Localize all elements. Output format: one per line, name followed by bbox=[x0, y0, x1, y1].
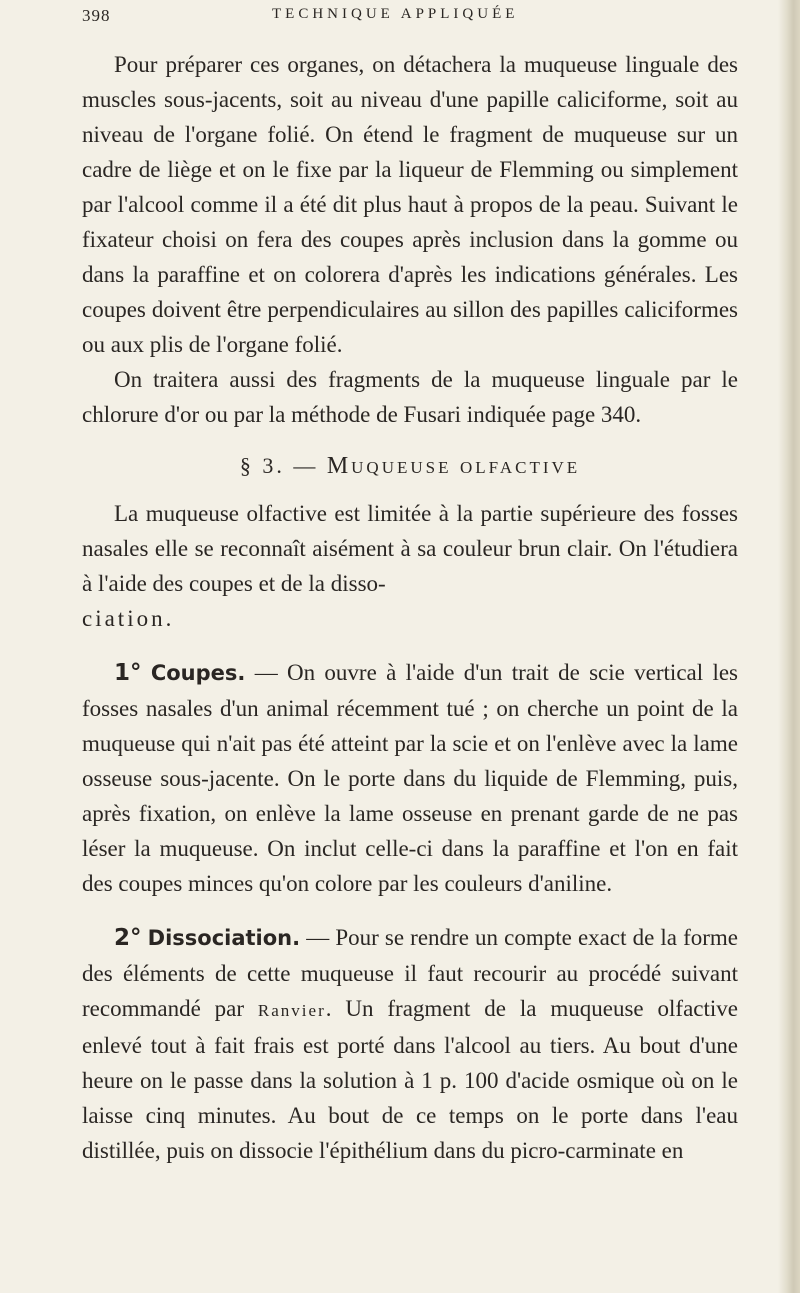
dissociation-heading: Dissociation. bbox=[147, 926, 301, 950]
section-dash: — bbox=[293, 453, 319, 478]
coupes-heading: Coupes. bbox=[150, 661, 246, 685]
running-header bbox=[82, 6, 738, 30]
paragraph-gap bbox=[82, 901, 738, 920]
dissociation-number: 2° bbox=[114, 925, 142, 951]
section-title-rest: UQUEUSE bbox=[351, 458, 452, 477]
coupes-number: 1° bbox=[114, 660, 142, 686]
paragraph-intro-olfactive bbox=[82, 496, 738, 636]
dissociation-text-b: . Un fragment de la muqueuse olfactive enlevé tout à fait frais est porté dans l'alcool au tiers. Au bout d'une heure on le passe dans la solution à 1 p. 100 d'acide osmique où on le laisse cinq minutes. Au bout de ce temps on le porte dans l'eau distillée, puis on dissocie l'épithélium dans du picro-carminate en bbox=[82, 996, 738, 1163]
paragraph-dissociation bbox=[82, 920, 738, 1168]
paragraph-gap bbox=[82, 636, 738, 655]
section-number: § 3. bbox=[239, 453, 285, 478]
intro-text-end: ciation. bbox=[82, 606, 175, 631]
body-text bbox=[82, 47, 738, 1168]
section-heading bbox=[82, 448, 738, 485]
coupes-text: — On ouvre à l'aide d'un trait de scie vertical les fosses nasales d'un animal récemment tué ; on cherche un point de la muqueuse qui n'ait pas été atteint par la scie et on l'enlève avec la lame osseuse sous-jacente. On le porte dans du liquide de Flemming, puis, après fixation, on enlève la lame osseuse en prenant garde de ne pas léser la muqueuse. On inclut celle-ci dans la paraffine et l'on en fait des coupes minces qu'on colore par les couleurs d'aniline. bbox=[82, 660, 738, 896]
paragraph-chlorure: On traitera aussi des fragments de la muqueuse linguale par le chlorure d'or ou par la méthode de Fusari indiquée page 340. bbox=[82, 367, 738, 427]
page-edge-shadow bbox=[778, 0, 800, 1293]
section-title-initial: M bbox=[326, 453, 352, 479]
running-title: TECHNIQUE APPLIQUÉE bbox=[272, 6, 519, 22]
paragraph-coupes bbox=[82, 655, 738, 901]
intro-text: La muqueuse olfactive est limitée à la partie supérieure des fosses nasales elle se reconnaît aisément à sa couleur brun clair. On l'étudiera à l'aide des coupes et de la disso- bbox=[82, 501, 738, 596]
section-title-second: OLFACTIVE bbox=[460, 458, 581, 477]
page-number: 398 bbox=[82, 6, 111, 25]
dissociation-text-a: — Pour se rendre un compte exact de la forme des éléments de cette muqueuse il faut recourir au procédé suivant recommandé par bbox=[82, 925, 739, 1021]
author-ranvier: Ranvier bbox=[257, 1001, 326, 1020]
paragraph-preparation: Pour préparer ces organes, on détachera la muqueuse linguale des muscles sous-jacents, soit au niveau d'une papille caliciforme, soit au niveau de l'organe folié. On étend le fragment de muqueuse sur un cadre de liège et on le fixe par la liqueur de Flemming ou simplement par l'alcool comme il a été dit plus haut à propos de la peau. Suivant le fixateur choisi on fera des coupes après inclusion dans la gomme ou dans la paraffine et on colorera d'après les indications générales. Les coupes doivent être perpendiculaires au sillon des papilles caliciformes ou aux plis de l'organe folié. bbox=[82, 52, 738, 357]
